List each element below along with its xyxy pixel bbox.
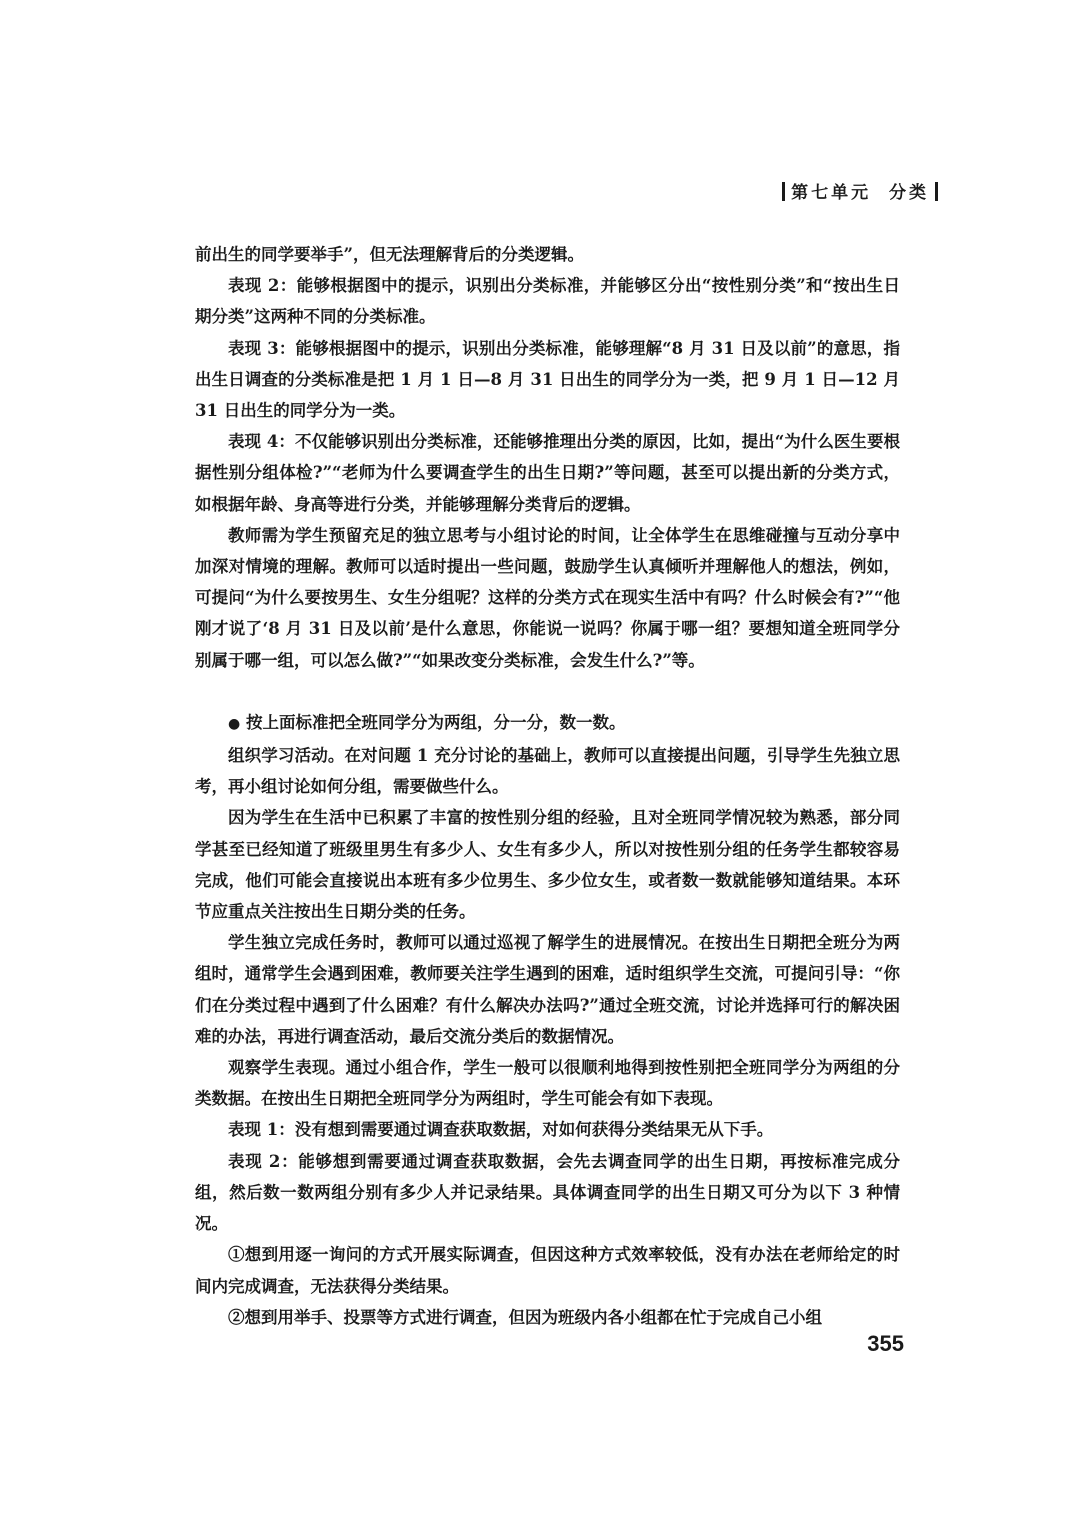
- paragraph: 表现 2：能够根据图中的提示，识别出分类标准，并能够区分出“按性别分类”和“按出生日期分类”这两种不同的分类标准。: [195, 276, 900, 327]
- paragraph: 观察学生表现。通过小组合作，学生一般可以很顺利地得到按性别把全班同学分为两组的分类数据。在按出生日期把全班同学分为两组时，学生可能会有如下表现。: [195, 1058, 900, 1109]
- running-header: [776, 178, 944, 203]
- paragraph: 表现 1：没有想到需要通过调查获取数据，对如何获得分类结果无从下手。: [228, 1120, 774, 1140]
- header-bar-left: [782, 182, 785, 201]
- paragraph: 表现 3：能够根据图中的提示，识别出分类标准，能够理解“8 月 31 日及以前”的意思，指出生日调查的分类标准是把 1 月 1 日—8 月 31 日出生的同学分为一类，把 9 月 1 日—12 月 31 日出生的同学分为一类。: [195, 338, 900, 421]
- paragraph: ①想到用逐一询问的方式开展实际调查，但因这种方式效率较低，没有办法在老师给定的时间内完成调查，无法获得分类结果。: [195, 1245, 900, 1296]
- bullet-heading: [195, 707, 900, 740]
- page-number: 355: [867, 1331, 904, 1356]
- paragraph: 表现 2：能够想到需要通过调查获取数据，会先去调查同学的出生日期，再按标准完成分组，然后数一数两组分别有多少人并记录结果。具体调查同学的出生日期又可分为以下 3 种情况。: [195, 1151, 900, 1234]
- body-text: [195, 239, 900, 1333]
- paragraph: ②想到用举手、投票等方式进行调查，但因为班级内各小组都在忙于完成自己小组: [228, 1307, 822, 1327]
- paragraph: 教师需为学生预留充足的独立思考与小组讨论的时间，让全体学生在思维碰撞与互动分享中加深对情境的理解。教师可以适时提出一些问题，鼓励学生认真倾听并理解他人的想法，例如，可提问“为什么要按男生、女生分组呢？这样的分类方式在现实生活中有吗？什么时候会有?”“他刚才说了‘8 月 31 日及以前’是什么意思，你能说一说吗？你属于哪一组？要想知道全班同学分别属于哪一组，可以怎么做?”“如果改变分类标准，会发生什么?”等。: [195, 525, 900, 670]
- header-unit: 第七单元: [791, 183, 872, 203]
- header-bar-right: [935, 182, 938, 201]
- paragraph: 学生独立完成任务时，教师可以通过巡视了解学生的进展情况。在按出生日期把全班分为两组时，通常学生会遇到困难，教师要关注学生遇到的困难，适时组织学生交流，可提问引导：“你们在分类过程中遇到了什么困难？有什么解决办法吗?”通过全班交流，讨论并选择可行的解决困难的办法，再进行调查活动，最后交流分类后的数据情况。: [195, 933, 900, 1046]
- header-topic: 分类: [889, 183, 929, 203]
- paragraph: 表现 4：不仅能够识别出分类标准，还能够推理出分类的原因，比如，提出“为什么医生要根据性别分组体检?”“老师为什么要调查学生的出生日期?”等问题，甚至可以提出新的分类方式，如根据年龄、身高等进行分类，并能够理解分类背后的逻辑。: [195, 432, 900, 514]
- paragraph: 前出生的同学要举手”，但无法理解背后的分类逻辑。: [195, 245, 584, 264]
- bullet-heading-text: 按上面标准把全班同学分为两组，分一分，数一数。: [245, 712, 626, 732]
- paragraph: 组织学习活动。在对问题 1 充分讨论的基础上，教师可以直接提出问题，引导学生先独立思考，再小组讨论如何分组，需要做些什么。: [195, 746, 900, 797]
- section-gap: [195, 676, 900, 707]
- bullet-icon: ●: [228, 715, 241, 732]
- paragraph: 因为学生在生活中已积累了丰富的按性别分组的经验，且对全班同学情况较为熟悉，部分同学甚至已经知道了班级里男生有多少人、女生有多少人，所以对按性别分组的任务学生都较容易完成，他们可能会直接说出本班有多少位男生、多少位女生，或者数一数就能够知道结果。本环节应重点关注按出生日期分类的任务。: [195, 808, 900, 922]
